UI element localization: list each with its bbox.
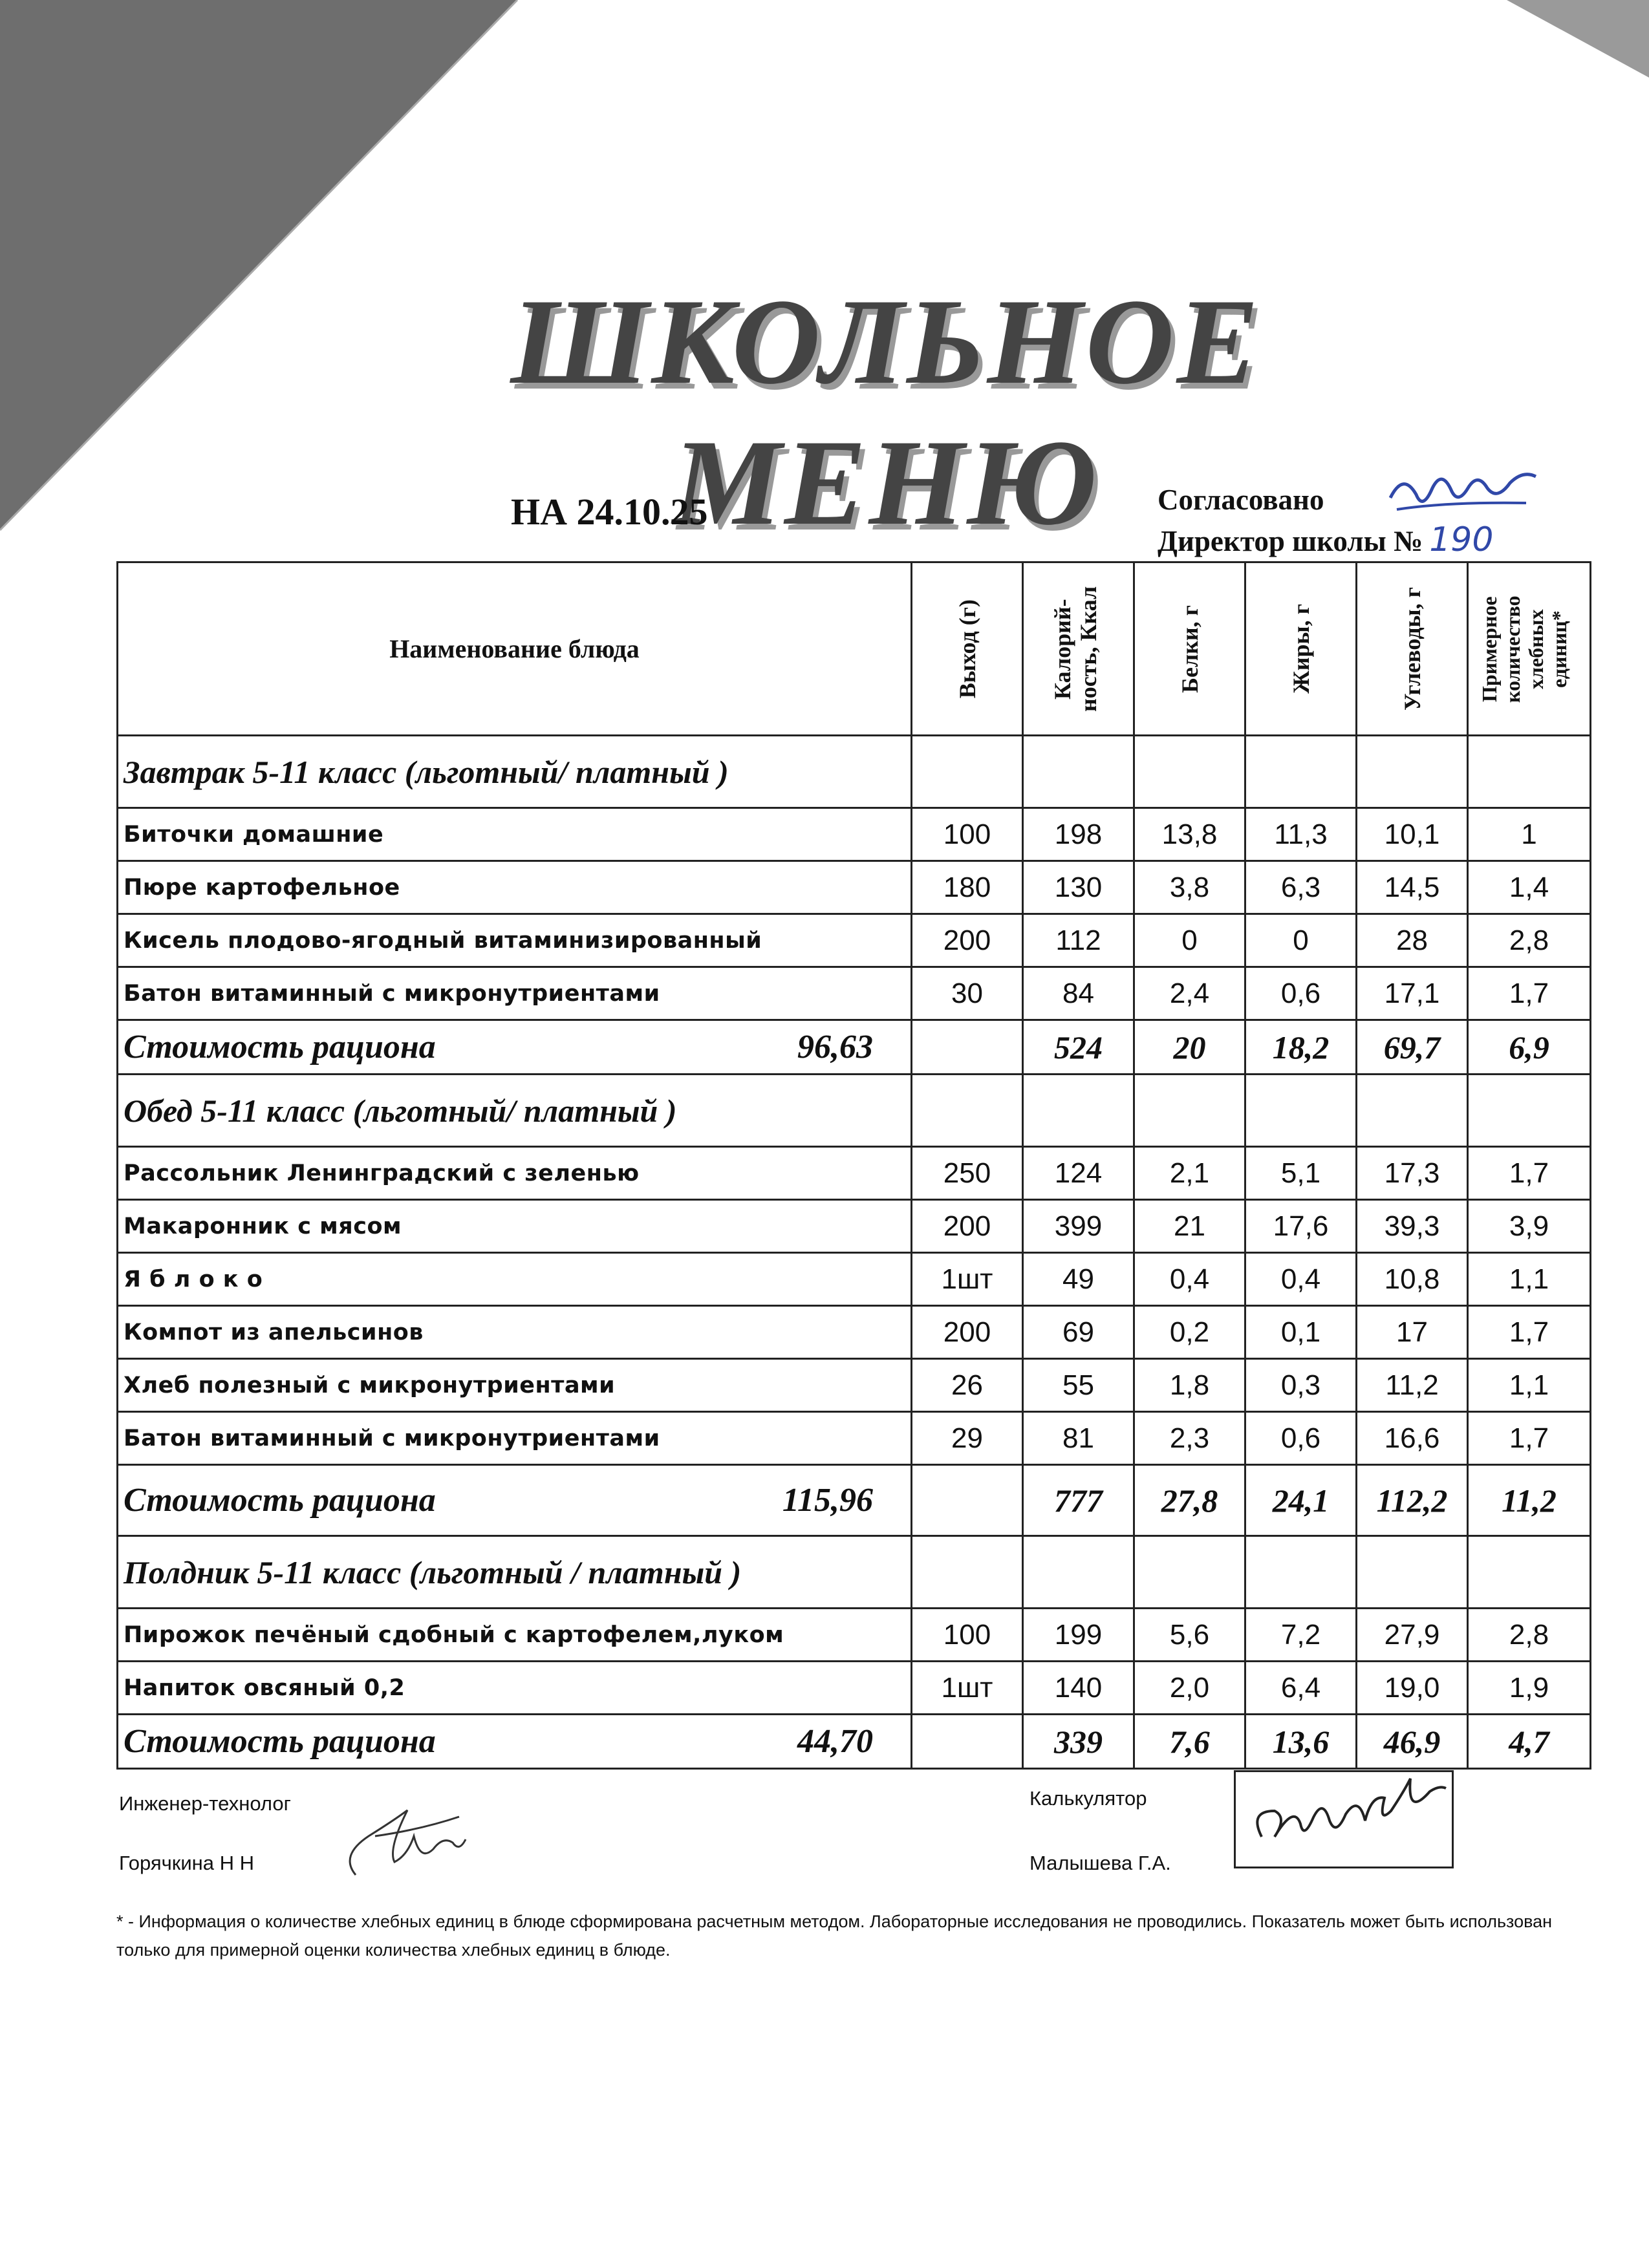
dish-bu: 1,7 [1468, 1306, 1591, 1359]
header-calories-label: Калорий-ность, Ккал [1049, 586, 1101, 712]
dish-bu: 1,7 [1468, 1147, 1591, 1200]
menu-date: НА 24.10.25 [511, 491, 708, 533]
total-price: 44,70 [797, 1723, 873, 1760]
dish-yield: 26 [912, 1359, 1023, 1412]
total-row-breakfast [118, 1020, 1591, 1075]
total-carbs: 46,9 [1357, 1715, 1468, 1769]
dish-protein: 3,8 [1134, 861, 1245, 914]
dish-bu: 1,7 [1468, 967, 1591, 1020]
dish-yield: 200 [912, 914, 1023, 967]
dish-fat: 0,3 [1245, 1359, 1357, 1412]
director-label: Директор школы № [1158, 525, 1423, 557]
table-row [118, 1253, 1591, 1306]
dish-name: Пирожок печёный сдобный с картофелем,луком [118, 1609, 912, 1662]
total-fat: 18,2 [1245, 1020, 1357, 1075]
dish-yield: 180 [912, 861, 1023, 914]
total-label-cell [118, 1020, 912, 1075]
section-title-lunch: Обед 5-11 класс (льготный/ платный ) [118, 1075, 912, 1147]
total-bu: 6,9 [1468, 1020, 1591, 1075]
dish-carbs: 17 [1357, 1306, 1468, 1359]
total-carbs: 112,2 [1357, 1465, 1468, 1536]
dish-name: Я б л о к о [118, 1253, 912, 1306]
dish-bu: 2,8 [1468, 1609, 1591, 1662]
header-yield [912, 562, 1023, 736]
header-fat-label: Жиры, г [1288, 604, 1314, 694]
header-dish-name: Наименование блюда [118, 562, 912, 736]
calculator-signature-box [1234, 1770, 1454, 1868]
dish-kcal: 199 [1023, 1609, 1134, 1662]
dish-carbs: 16,6 [1357, 1412, 1468, 1465]
dish-fat: 17,6 [1245, 1200, 1357, 1253]
empty-cell [1468, 1075, 1591, 1147]
dish-protein: 0,2 [1134, 1306, 1245, 1359]
dish-kcal: 55 [1023, 1359, 1134, 1412]
dish-fat: 6,3 [1245, 861, 1357, 914]
engineer-role: Инженер-технолог [119, 1792, 291, 1815]
dish-carbs: 14,5 [1357, 861, 1468, 914]
dish-kcal: 84 [1023, 967, 1134, 1020]
dish-fat: 6,4 [1245, 1662, 1357, 1715]
dish-bu: 1,1 [1468, 1359, 1591, 1412]
menu-table-body [118, 736, 1591, 1769]
header-bread-units-label: Примерное количество хлебных единиц* [1477, 595, 1571, 703]
dish-yield: 1шт [912, 1253, 1023, 1306]
total-price: 96,63 [797, 1029, 873, 1065]
table-row [118, 1662, 1591, 1715]
total-fat: 24,1 [1245, 1465, 1357, 1536]
total-protein: 20 [1134, 1020, 1245, 1075]
dish-carbs: 19,0 [1357, 1662, 1468, 1715]
table-row [118, 861, 1591, 914]
dish-carbs: 10,1 [1357, 808, 1468, 861]
empty-cell [912, 1020, 1023, 1075]
dish-yield: 250 [912, 1147, 1023, 1200]
dish-yield: 1шт [912, 1662, 1023, 1715]
dish-protein: 5,6 [1134, 1609, 1245, 1662]
calculator-name: Малышева Г.А. [1029, 1852, 1171, 1874]
total-row-lunch [118, 1465, 1591, 1536]
dish-kcal: 130 [1023, 861, 1134, 914]
engineer-name: Горячкина Н Н [119, 1852, 255, 1874]
dish-carbs: 10,8 [1357, 1253, 1468, 1306]
dish-name: Батон витаминный с микронутриентами [118, 1412, 912, 1465]
header-bread-units [1468, 562, 1591, 736]
dish-protein: 0,4 [1134, 1253, 1245, 1306]
dish-bu: 1 [1468, 808, 1591, 861]
total-kcal: 524 [1023, 1020, 1134, 1075]
section-row-breakfast [118, 736, 1591, 808]
dish-name: Кисель плодово-ягодный витаминизированный [118, 914, 912, 967]
dish-carbs: 17,1 [1357, 967, 1468, 1020]
dish-kcal: 140 [1023, 1662, 1134, 1715]
dish-protein: 13,8 [1134, 808, 1245, 861]
table-row [118, 1609, 1591, 1662]
empty-cell [1245, 1075, 1357, 1147]
empty-cell [912, 1536, 1023, 1609]
header-protein-label: Белки, г [1176, 604, 1203, 693]
empty-cell [912, 1465, 1023, 1536]
total-price: 115,96 [782, 1482, 873, 1519]
total-kcal: 339 [1023, 1715, 1134, 1769]
dish-name: Рассольник Ленинградский с зеленью [118, 1147, 912, 1200]
table-row [118, 808, 1591, 861]
header-carbs-label: Углеводы, г [1399, 587, 1425, 711]
empty-cell [912, 736, 1023, 808]
dish-yield: 200 [912, 1306, 1023, 1359]
dish-fat: 0,6 [1245, 1412, 1357, 1465]
dish-name: Биточки домашние [118, 808, 912, 861]
header-fat [1245, 562, 1357, 736]
table-header-row [118, 562, 1591, 736]
dish-carbs: 17,3 [1357, 1147, 1468, 1200]
total-label: Стоимость рациона [124, 1723, 436, 1760]
empty-cell [912, 1075, 1023, 1147]
dish-protein: 21 [1134, 1200, 1245, 1253]
approval-label: Согласовано [1158, 484, 1324, 516]
total-kcal: 777 [1023, 1465, 1134, 1536]
engineer-signature [336, 1804, 479, 1888]
dish-kcal: 69 [1023, 1306, 1134, 1359]
empty-cell [1023, 736, 1134, 808]
empty-cell [1134, 1075, 1245, 1147]
empty-cell [1245, 736, 1357, 808]
total-protein: 7,6 [1134, 1715, 1245, 1769]
dish-bu: 1,9 [1468, 1662, 1591, 1715]
dish-bu: 2,8 [1468, 914, 1591, 967]
school-number: 190 [1429, 520, 1494, 559]
total-label-cell [118, 1715, 912, 1769]
table-row [118, 1147, 1591, 1200]
dish-protein: 1,8 [1134, 1359, 1245, 1412]
header-carbs [1357, 562, 1468, 736]
header-yield-label: Выход (г) [954, 599, 980, 699]
dish-fat: 0 [1245, 914, 1357, 967]
total-label: Стоимость рациона [124, 1482, 436, 1519]
dish-carbs: 28 [1357, 914, 1468, 967]
empty-cell [912, 1715, 1023, 1769]
section-title-breakfast: Завтрак 5-11 класс (льготный/ платный ) [118, 736, 912, 808]
dish-yield: 100 [912, 808, 1023, 861]
table-row [118, 967, 1591, 1020]
dish-bu: 1,7 [1468, 1412, 1591, 1465]
total-label: Стоимость рациона [124, 1029, 436, 1065]
dish-carbs: 11,2 [1357, 1359, 1468, 1412]
dish-fat: 11,3 [1245, 808, 1357, 861]
dish-yield: 29 [912, 1412, 1023, 1465]
section-row-lunch [118, 1075, 1591, 1147]
menu-table [116, 561, 1591, 1770]
table-row [118, 914, 1591, 967]
dish-fat: 5,1 [1245, 1147, 1357, 1200]
dish-yield: 100 [912, 1609, 1023, 1662]
empty-cell [1357, 1536, 1468, 1609]
empty-cell [1468, 736, 1591, 808]
total-protein: 27,8 [1134, 1465, 1245, 1536]
dish-fat: 7,2 [1245, 1609, 1357, 1662]
dish-bu: 3,9 [1468, 1200, 1591, 1253]
dish-name: Компот из апельсинов [118, 1306, 912, 1359]
dish-fat: 0,4 [1245, 1253, 1357, 1306]
section-title-snack: Полдник 5-11 класс (льготный / платный ) [118, 1536, 912, 1609]
dish-bu: 1,1 [1468, 1253, 1591, 1306]
section-row-snack [118, 1536, 1591, 1609]
empty-cell [1245, 1536, 1357, 1609]
dish-kcal: 124 [1023, 1147, 1134, 1200]
dish-yield: 200 [912, 1200, 1023, 1253]
approval-signature [1384, 465, 1546, 517]
empty-cell [1134, 1536, 1245, 1609]
total-carbs: 69,7 [1357, 1020, 1468, 1075]
header-calories [1023, 562, 1134, 736]
dish-name: Батон витаминный с микронутриентами [118, 967, 912, 1020]
table-row [118, 1412, 1591, 1465]
dish-kcal: 81 [1023, 1412, 1134, 1465]
empty-cell [1023, 1075, 1134, 1147]
page-title: ШКОЛЬНОЕ МЕНЮ [510, 274, 1262, 551]
bread-units-note: * - Информация о количестве хлебных единиц в блюде сформирована расчетным методом. Лабораторные исследования не проводились. Показатель может быть использован только для примерной оценки количества хлебных единиц в блюде. [116, 1912, 1553, 1960]
dish-carbs: 39,3 [1357, 1200, 1468, 1253]
dish-carbs: 27,9 [1357, 1609, 1468, 1662]
dish-kcal: 198 [1023, 808, 1134, 861]
dish-bu: 1,4 [1468, 861, 1591, 914]
approval-director-line [1158, 520, 1493, 561]
empty-cell [1357, 1075, 1468, 1147]
dish-protein: 2,4 [1134, 967, 1245, 1020]
calculator-signature [1236, 1772, 1452, 1867]
total-label-cell [118, 1465, 912, 1536]
dish-protein: 2,0 [1134, 1662, 1245, 1715]
table-row [118, 1200, 1591, 1253]
dish-kcal: 112 [1023, 914, 1134, 967]
header-protein [1134, 562, 1245, 736]
dish-protein: 2,1 [1134, 1147, 1245, 1200]
dish-name: Макаронник с мясом [118, 1200, 912, 1253]
dish-yield: 30 [912, 967, 1023, 1020]
calculator-role: Калькулятор [1029, 1787, 1147, 1810]
table-row [118, 1359, 1591, 1412]
empty-cell [1023, 1536, 1134, 1609]
empty-cell [1468, 1536, 1591, 1609]
dish-name: Хлеб полезный с микронутриентами [118, 1359, 912, 1412]
dish-protein: 2,3 [1134, 1412, 1245, 1465]
total-row-snack [118, 1715, 1591, 1769]
total-bu: 4,7 [1468, 1715, 1591, 1769]
total-fat: 13,6 [1245, 1715, 1357, 1769]
dish-protein: 0 [1134, 914, 1245, 967]
empty-cell [1357, 736, 1468, 808]
dish-kcal: 49 [1023, 1253, 1134, 1306]
dish-fat: 0,6 [1245, 967, 1357, 1020]
empty-cell [1134, 736, 1245, 808]
dish-fat: 0,1 [1245, 1306, 1357, 1359]
dish-kcal: 399 [1023, 1200, 1134, 1253]
dish-name: Напиток овсяный 0,2 [118, 1662, 912, 1715]
dish-name: Пюре картофельное [118, 861, 912, 914]
table-row [118, 1306, 1591, 1359]
total-bu: 11,2 [1468, 1465, 1591, 1536]
